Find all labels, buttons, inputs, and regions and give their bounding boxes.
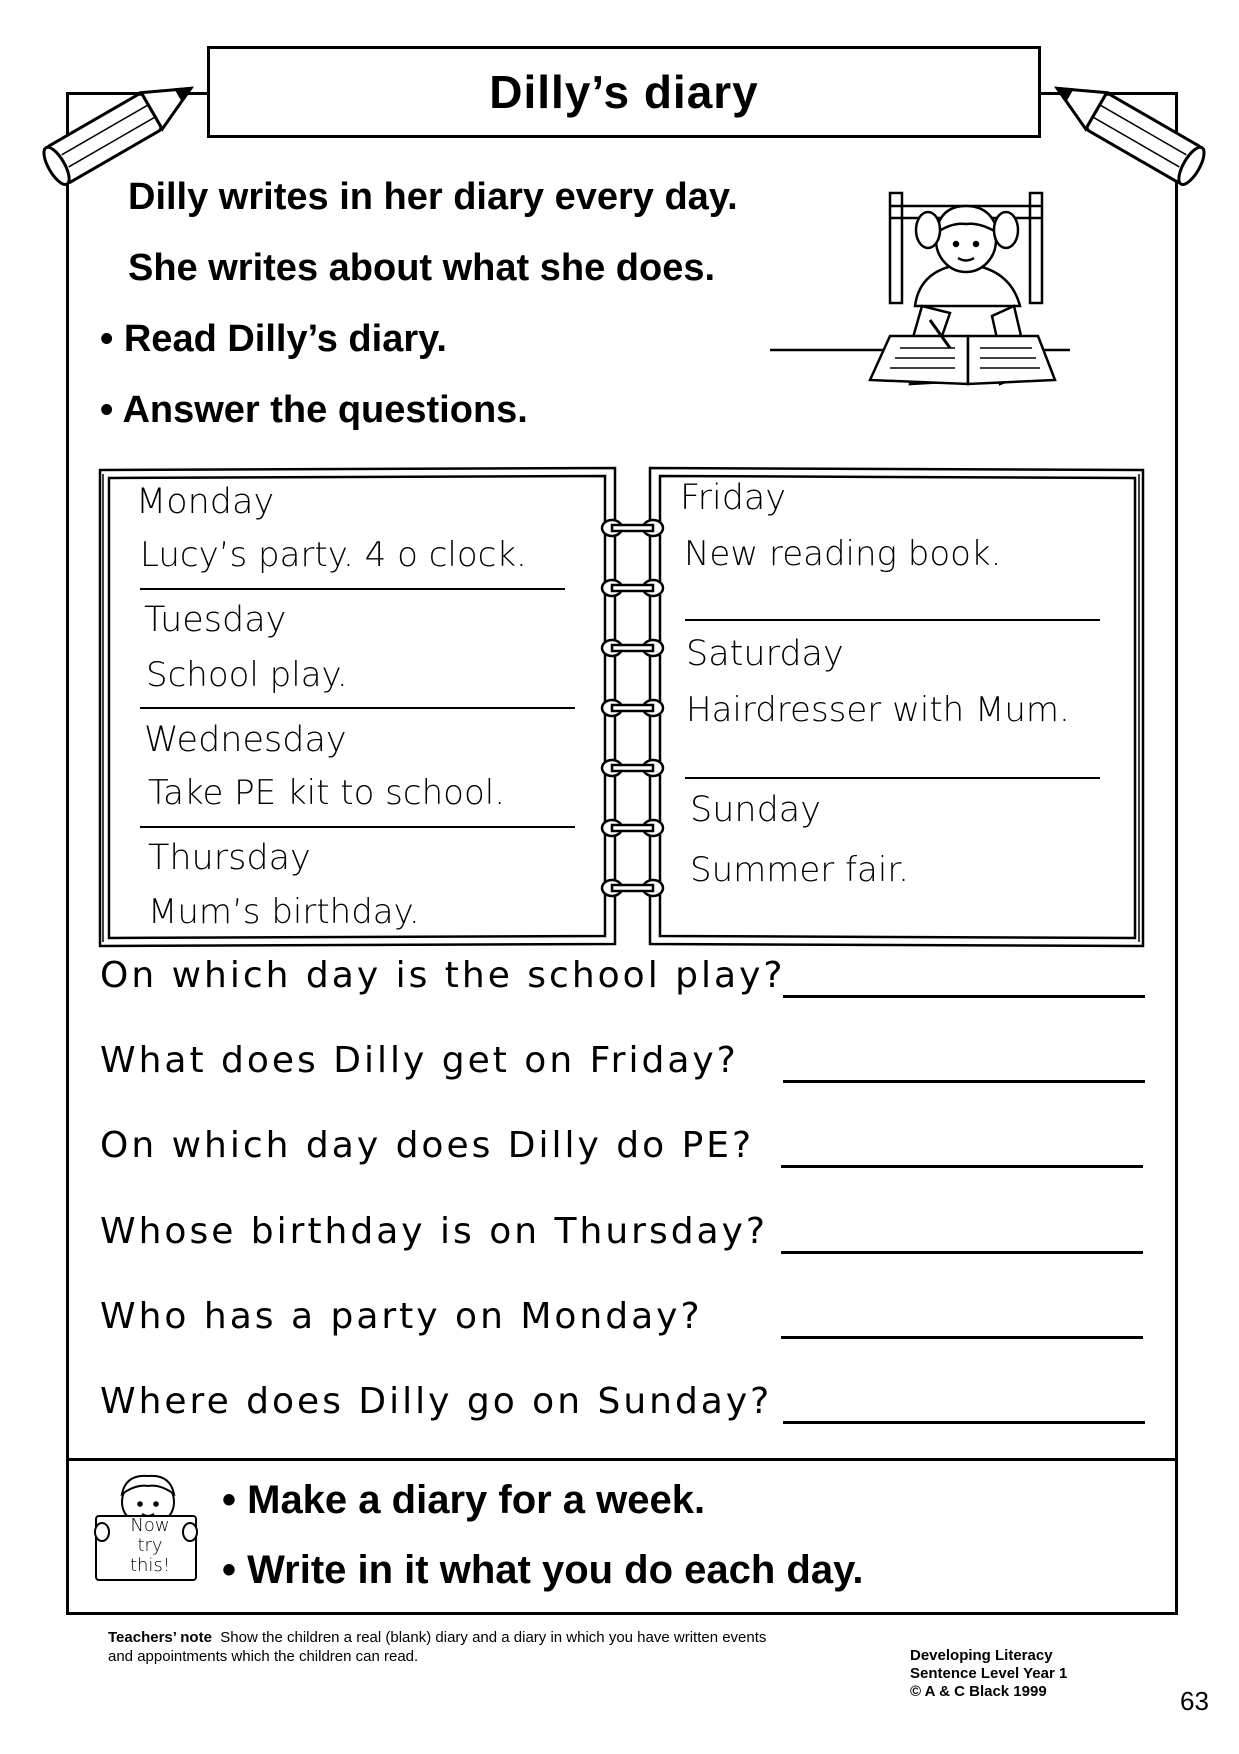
intro-line-1: Dilly writes in her diary every day.: [128, 176, 738, 218]
sign-text: [120, 1516, 180, 1576]
instruction-read: • Read Dilly’s diary.: [100, 318, 447, 360]
diary-entry-tuesday: School play.: [146, 655, 348, 695]
diary-entry-sunday: Summer fair.: [690, 850, 909, 890]
reference-line-3: © A & C Black 1999: [910, 1683, 1047, 1700]
question-1: On which day is the school play?: [100, 955, 786, 996]
diary-entry-wednesday: Take PE kit to school.: [148, 773, 505, 813]
answer-line-3[interactable]: [781, 1165, 1143, 1168]
answer-line-2[interactable]: [783, 1080, 1145, 1083]
diary-day-thursday: Thursday: [148, 838, 311, 878]
diary-day-tuesday: Tuesday: [144, 600, 287, 640]
teachers-note-line-2: and appointments which the children can read.: [108, 1648, 419, 1665]
sign-line-2: try: [137, 1535, 163, 1556]
question-3: On which day does Dilly do PE?: [100, 1125, 755, 1166]
question-6: Where does Dilly go on Sunday?: [100, 1381, 773, 1422]
task-make-diary: • Make a diary for a week.: [222, 1478, 706, 1522]
pencil-right-icon: [1045, 70, 1230, 200]
question-2: What does Dilly get on Friday?: [100, 1040, 739, 1081]
page-title: Dilly’s diary: [207, 46, 1041, 138]
sign-line-1: Now: [130, 1515, 170, 1536]
diary-day-sunday: Sunday: [690, 790, 821, 830]
teachers-note-label: Teachers’ note: [108, 1629, 212, 1646]
diary-day-saturday: Saturday: [686, 634, 844, 674]
reference-line-2: Sentence Level Year 1: [910, 1665, 1068, 1682]
diary-day-friday: Friday: [680, 478, 787, 518]
teachers-note-line-1: Show the children a real (blank) diary and a diary in which you have written events: [220, 1629, 767, 1646]
answer-line-5[interactable]: [781, 1336, 1143, 1339]
answer-line-6[interactable]: [783, 1421, 1145, 1424]
diary-day-wednesday: Wednesday: [144, 720, 347, 760]
diary-entry-thursday: Mum’s birthday.: [148, 892, 420, 932]
intro-line-2: She writes about what she does.: [128, 247, 716, 289]
page-number: 63: [1180, 1686, 1209, 1716]
diary-entry-friday: New reading book.: [684, 534, 1002, 574]
task-write-diary: • Write in it what you do each day.: [222, 1548, 864, 1592]
section-divider: [66, 1458, 1178, 1461]
diary-entry-monday: Lucy’s party. 4 o clock.: [140, 535, 527, 575]
question-5: Who has a party on Monday?: [100, 1296, 703, 1337]
reference-line-1: Developing Literacy: [910, 1647, 1053, 1664]
question-4: Whose birthday is on Thursday?: [100, 1211, 769, 1252]
answer-line-1[interactable]: [783, 995, 1145, 998]
teachers-note: [108, 1628, 908, 1666]
girl-writing-illustration: [770, 188, 1070, 428]
diary-entry-saturday: Hairdresser with Mum.: [686, 690, 1070, 730]
instruction-answer: • Answer the questions.: [100, 389, 528, 431]
sign-line-3: this!: [129, 1555, 171, 1576]
diary-day-monday: Monday: [136, 482, 275, 522]
publication-reference: [910, 1647, 1067, 1701]
answer-line-4[interactable]: [781, 1251, 1143, 1254]
